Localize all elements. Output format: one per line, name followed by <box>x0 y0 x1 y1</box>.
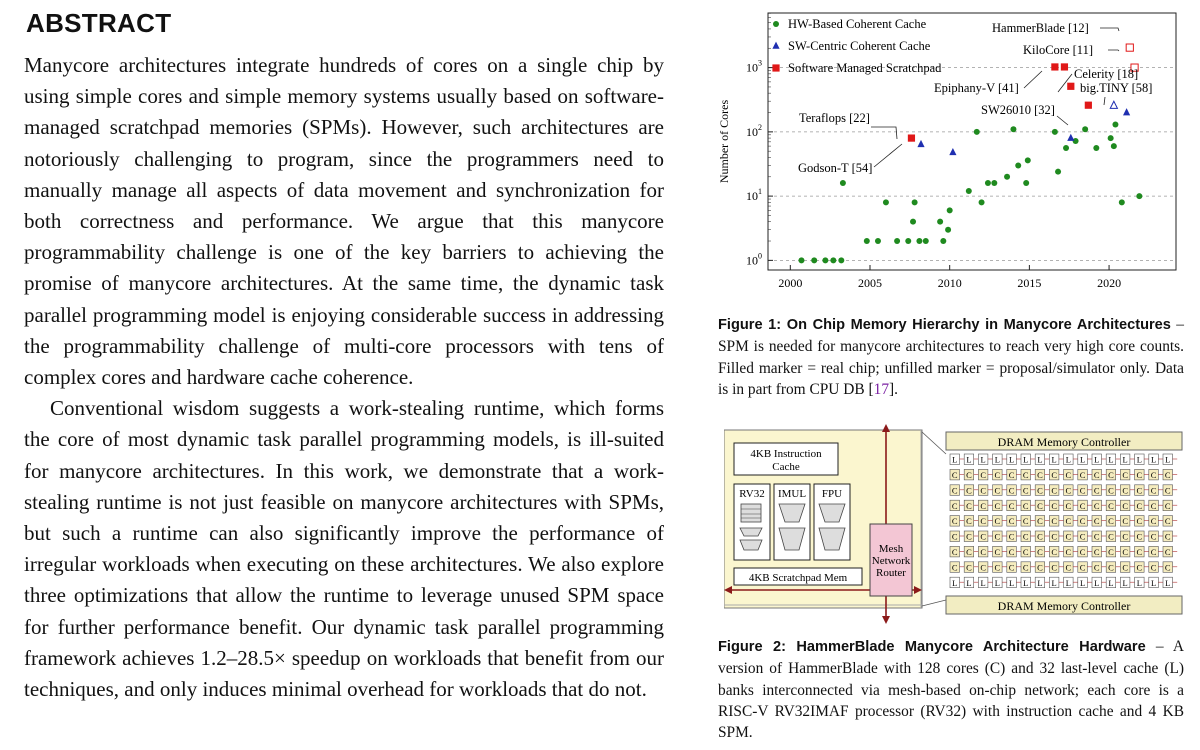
cache-bank-label: L <box>1023 454 1029 465</box>
core-label: C <box>1122 531 1128 542</box>
data-point <box>840 180 846 186</box>
legend-marker <box>772 42 779 49</box>
core-label: C <box>1037 516 1043 527</box>
core-label: C <box>1065 500 1072 511</box>
core-label: C <box>1051 485 1057 496</box>
core-label: C <box>980 562 986 573</box>
core-label: C <box>1108 470 1114 480</box>
figure-1-caption <box>718 314 1184 400</box>
data-point <box>985 180 991 186</box>
data-point <box>1126 44 1133 51</box>
cache-bank-label: L <box>1122 577 1128 588</box>
core-label: C <box>1164 531 1171 542</box>
data-point <box>1108 135 1114 141</box>
citation-link[interactable]: 17 <box>873 380 890 398</box>
data-point <box>940 238 946 244</box>
annotation-label: Teraflops [22] <box>799 111 870 125</box>
fpu-label: FPU <box>821 488 843 500</box>
core-label: C <box>1022 500 1029 511</box>
core-label: C <box>1164 562 1171 573</box>
core-label: C <box>994 516 1001 527</box>
core-label: C <box>1022 516 1029 527</box>
core-label: C <box>966 485 972 496</box>
data-point <box>966 188 972 194</box>
core-label: C <box>966 531 972 542</box>
annotation-leader-line <box>1024 71 1042 88</box>
data-point <box>979 199 985 205</box>
y-tick-label: $10^0$ <box>746 251 762 268</box>
cache-bank-label: L <box>1037 577 1043 588</box>
figure-2-caption-title: Figure 2: HammerBlade Manycore Architecture Hardware <box>718 639 1146 655</box>
core-label: C <box>1093 485 1100 496</box>
data-point <box>1010 126 1016 132</box>
cache-bank-label: L <box>1051 577 1057 588</box>
cache-bank-label: L <box>980 454 986 465</box>
arrow-head-down <box>882 616 890 624</box>
data-point <box>912 199 918 205</box>
core-label: C <box>1037 562 1043 573</box>
cache-bank-label: L <box>1051 454 1057 465</box>
zoom-line <box>922 432 946 454</box>
figure-2-caption <box>718 636 1184 743</box>
data-point <box>1073 138 1079 144</box>
data-point <box>1025 157 1031 163</box>
cache-bank-label: L <box>980 577 986 588</box>
core-label: C <box>1079 562 1086 573</box>
core-label: C <box>1051 562 1057 573</box>
core-label: C <box>1065 470 1072 480</box>
data-point <box>1061 63 1068 70</box>
data-point <box>1119 199 1125 205</box>
core-label: C <box>1008 531 1015 542</box>
core-label: C <box>1093 516 1100 527</box>
core-label: C <box>1079 516 1086 527</box>
core-label: C <box>1136 500 1143 511</box>
core-label: C <box>1108 547 1114 557</box>
cache-bank-label: L <box>952 577 958 588</box>
cache-bank-label: L <box>1037 454 1043 465</box>
cache-bank-label: L <box>1008 577 1015 588</box>
cache-bank-label: L <box>1165 577 1171 588</box>
cache-bank-label: L <box>1079 454 1086 465</box>
core-label: C <box>1108 500 1114 511</box>
core-label: C <box>1037 485 1043 496</box>
data-point <box>1063 145 1069 151</box>
annotation-label: big.TINY [58] <box>1080 81 1153 95</box>
data-point <box>875 238 881 244</box>
core-label: C <box>994 531 1001 542</box>
data-point <box>949 148 956 155</box>
core-label: C <box>1122 485 1128 496</box>
data-point <box>1067 83 1074 90</box>
core-label: C <box>1008 470 1015 480</box>
core-label: C <box>1136 485 1143 496</box>
core-label: C <box>1136 531 1143 542</box>
core-label: C <box>1150 562 1157 573</box>
x-tick-label: 2005 <box>858 276 882 290</box>
data-point <box>905 238 911 244</box>
core-label: C <box>1065 516 1072 527</box>
data-point <box>1023 180 1029 186</box>
data-point <box>910 219 916 225</box>
alu-icon <box>740 540 762 550</box>
core-label: C <box>1051 500 1057 511</box>
core-label: C <box>1093 547 1100 557</box>
data-point <box>908 134 915 141</box>
cache-bank-label: L <box>1065 454 1071 465</box>
cache-bank-label: L <box>1094 454 1100 465</box>
core-label: C <box>1065 547 1072 557</box>
cache-bank-label: L <box>1108 577 1114 588</box>
core-label: C <box>1022 562 1029 573</box>
rv32-label: RV32 <box>739 488 765 500</box>
legend-label: SW-Centric Coherent Cache <box>788 39 931 53</box>
data-point <box>822 257 828 263</box>
core-label: C <box>980 470 986 480</box>
data-point <box>1136 193 1142 199</box>
core-label: C <box>1037 547 1043 557</box>
annotation-leader-line <box>1100 28 1119 31</box>
core-label: C <box>1150 470 1157 480</box>
core-label: C <box>1065 485 1072 496</box>
cache-bank-label: L <box>966 454 972 465</box>
core-label: C <box>994 485 1001 496</box>
data-point <box>811 257 817 263</box>
core-label: C <box>1136 562 1143 573</box>
annotation-leader-line <box>1104 97 1105 105</box>
data-point <box>1015 162 1021 168</box>
core-label: C <box>951 562 958 573</box>
abstract-heading: ABSTRACT <box>26 8 172 38</box>
data-point <box>894 238 900 244</box>
core-label: C <box>1008 516 1015 527</box>
core-label: C <box>1065 531 1072 542</box>
cache-bank-label: L <box>1079 577 1086 588</box>
cache-bank-label: L <box>1023 577 1029 588</box>
abstract-paragraph-2: Conventional wisdom suggests a work-stealing runtime, which forms the core of most dynamic task parallel programming models, is ill-suited for manycore architectures. In this work, we demonstrate that a work-stealing runtime is not just feasible on manycore architectures with SPMs, but such a runtime can also significantly improve the performance of irregular workloads when executing on these architectures. We also explore three optimizations that allow the runtime to leverage unused SPM space for further performance benefit. Our dynamic task parallel programming framework achieves 1.2–28.5× speedup on workloads that benefit from our techniques, and only induces minimal overhead for workloads that do not. <box>24 396 664 702</box>
y-tick-label: $10^3$ <box>746 58 762 75</box>
x-tick-label: 2000 <box>778 276 803 290</box>
legend-marker <box>772 64 779 71</box>
cache-bank-label: L <box>966 577 972 588</box>
core-label: C <box>966 547 972 557</box>
core-label: C <box>1150 500 1157 511</box>
core-label: C <box>1093 562 1100 573</box>
cache-bank-label: L <box>1122 454 1128 465</box>
cache-bank-label: L <box>1065 577 1071 588</box>
core-label: C <box>1150 531 1157 542</box>
core-label: C <box>994 547 1001 557</box>
core-label: C <box>1051 547 1057 557</box>
annotation-label: Godson-T [54] <box>798 161 873 175</box>
core-label: C <box>951 531 958 542</box>
core-label: C <box>1122 516 1128 527</box>
figure-1-caption-text: – SPM is needed for manycore architectures to reach very high core counts. Filled marker = real chip; unfilled marker = proposal/simulator only. Data is in part from CPU DB [ <box>718 316 1184 398</box>
data-point <box>947 207 953 213</box>
core-label: C <box>951 470 958 480</box>
core-label: C <box>1108 562 1114 573</box>
cache-bank-label: L <box>1150 454 1157 465</box>
cache-bank-label: L <box>1008 454 1015 465</box>
annotation-label: Celerity [18] <box>1074 67 1139 81</box>
core-label: C <box>1051 516 1057 527</box>
core-label: C <box>1079 531 1086 542</box>
core-label: C <box>966 562 972 573</box>
core-label: C <box>966 470 972 480</box>
core-label: C <box>1150 547 1157 557</box>
core-label: C <box>994 562 1001 573</box>
router-label-1: Mesh <box>878 543 904 555</box>
data-point <box>1055 169 1061 175</box>
data-point <box>923 238 929 244</box>
cache-bank-label: L <box>952 454 958 465</box>
core-label: C <box>1008 485 1015 496</box>
alu-icon <box>740 528 762 536</box>
scratchpad-label: 4KB Scratchpad Mem <box>748 572 848 584</box>
core-label: C <box>980 485 986 496</box>
router-label-3: Router <box>876 567 906 579</box>
core-label: C <box>980 516 986 527</box>
figure-2-caption-text: – A version of HammerBlade with 128 cores (C) and 32 last-level cache (L) banks interconnected via mesh-based on-chip network; each core is a RISC-V RV32IMAF processor (RV32) with instruction cache and 4 KB SPM. <box>718 638 1184 742</box>
core-label: C <box>1093 500 1100 511</box>
core-label: C <box>980 531 986 542</box>
zoom-line <box>922 600 946 606</box>
annotation-label: Epiphany-V [41] <box>934 81 1019 95</box>
data-point <box>1111 143 1117 149</box>
core-label: C <box>1164 500 1171 511</box>
core-label: C <box>1164 485 1171 496</box>
data-point <box>945 227 951 233</box>
core-label: C <box>1093 531 1100 542</box>
data-point <box>1052 129 1058 135</box>
router-label-2: Network <box>871 555 911 567</box>
data-point <box>1082 126 1088 132</box>
core-label: C <box>951 516 958 527</box>
cache-bank-label: L <box>1136 577 1142 588</box>
cache-bank-label: L <box>1094 577 1100 588</box>
data-point <box>991 180 997 186</box>
figure-2-diagram <box>724 424 1184 624</box>
core-label: C <box>980 547 986 557</box>
instruction-cache-label-2: Cache <box>772 461 800 473</box>
data-point <box>1051 63 1058 70</box>
core-label: C <box>1008 547 1015 557</box>
core-label: C <box>1122 470 1128 480</box>
cache-bank-label: L <box>1136 454 1142 465</box>
abstract-section <box>24 6 664 705</box>
core-label: C <box>1108 516 1114 527</box>
x-tick-label: 2010 <box>937 276 962 290</box>
y-tick-label: $10^2$ <box>746 122 762 139</box>
core-label: C <box>1122 547 1128 557</box>
data-point <box>1067 134 1074 141</box>
annotation-label: HammerBlade [12] <box>992 21 1089 35</box>
annotation-leader-line <box>1108 50 1119 51</box>
data-point <box>838 257 844 263</box>
x-tick-label: 2020 <box>1097 276 1122 290</box>
figure-1-chart <box>706 8 1186 308</box>
data-point <box>830 257 836 263</box>
data-point <box>1004 174 1010 180</box>
core-label: C <box>1022 547 1029 557</box>
annotation-label: SW26010 [32] <box>981 103 1055 117</box>
legend-label: HW-Based Coherent Cache <box>788 17 927 31</box>
data-point <box>1093 145 1099 151</box>
annotation-leader-line <box>1057 116 1068 125</box>
data-point <box>937 219 943 225</box>
core-label: C <box>1150 516 1157 527</box>
core-label: C <box>1079 500 1086 511</box>
register-file-icon <box>741 504 761 522</box>
core-label: C <box>1122 500 1128 511</box>
core-label: C <box>1079 547 1086 557</box>
dram-controller-bottom-label: DRAM Memory Controller <box>997 599 1131 613</box>
data-point <box>883 199 889 205</box>
y-axis-label: Number of Cores <box>717 99 731 184</box>
core-label: C <box>1136 470 1143 480</box>
core-label: C <box>966 516 972 527</box>
core-label: C <box>1079 470 1086 480</box>
core-label: C <box>1065 562 1072 573</box>
core-label: C <box>1164 516 1171 527</box>
abstract-paragraph-1: Manycore architectures integrate hundreds of cores on a single chip by using simple cores and simple memory systems usually based on software-managed scratchpad memories (SPMs). However, such architectures are notoriously challenging to program, since the programmers need to manually manage all aspects of data movement and synchronization for both correctness and performance. We argue that this manycore programmability challenge is one of the key barriers to achieving the promise of manycore architectures. At the same time, the dynamic task parallel programming model is enjoying considerable success in addressing the programmability challenge of multi-core processors with tens of complex cores and hardware cache coherence. <box>24 53 664 390</box>
data-point <box>1123 108 1130 115</box>
data-point <box>1112 122 1118 128</box>
annotation-leader-line <box>871 127 897 139</box>
annotation-leader-line <box>874 144 902 167</box>
instruction-cache-label-1: 4KB Instruction <box>750 448 822 460</box>
annotation-label: KiloCore [11] <box>1023 43 1094 57</box>
core-label: C <box>994 500 1001 511</box>
arrow-head-up <box>882 424 890 432</box>
core-label: C <box>1037 500 1043 511</box>
core-label: C <box>1093 470 1100 480</box>
legend-label: Software Managed Scratchpad <box>788 61 942 75</box>
data-point <box>798 257 804 263</box>
core-label: C <box>1136 547 1143 557</box>
cache-bank-label: L <box>994 577 1000 588</box>
core-label: C <box>1022 531 1029 542</box>
cache-bank-label: L <box>994 454 1000 465</box>
core-label: C <box>1037 470 1043 480</box>
legend-marker <box>773 21 779 27</box>
cache-bank-label: L <box>1150 577 1157 588</box>
core-label: C <box>966 500 972 511</box>
core-label: C <box>1051 470 1057 480</box>
data-point <box>917 140 924 147</box>
core-label: C <box>1164 470 1171 480</box>
core-mesh-grid <box>950 454 1177 588</box>
core-label: C <box>1079 485 1086 496</box>
core-label: C <box>1108 531 1114 542</box>
cache-bank-label: L <box>1108 454 1114 465</box>
x-tick-label: 2015 <box>1017 276 1042 290</box>
data-point <box>1085 102 1092 109</box>
core-label: C <box>1022 470 1029 480</box>
core-label: C <box>1037 531 1043 542</box>
cache-bank-label: L <box>1165 454 1171 465</box>
imul-label: IMUL <box>777 488 807 500</box>
core-label: C <box>951 547 958 557</box>
dram-controller-top-label: DRAM Memory Controller <box>997 435 1131 449</box>
core-label: C <box>1022 485 1029 496</box>
core-label: C <box>951 485 958 496</box>
figure-1-caption-title: Figure 1: On Chip Memory Hierarchy in Manycore Architectures <box>718 317 1171 333</box>
core-label: C <box>1150 485 1157 496</box>
core-label: C <box>1108 485 1114 496</box>
data-point <box>1110 101 1117 108</box>
core-label: C <box>1008 562 1015 573</box>
core-label: C <box>980 500 986 511</box>
core-label: C <box>1008 500 1015 511</box>
core-label: C <box>951 500 958 511</box>
y-tick-label: $10^1$ <box>746 187 762 204</box>
core-label: C <box>1122 562 1128 573</box>
data-point <box>974 129 980 135</box>
data-point <box>864 238 870 244</box>
core-label: C <box>1164 547 1171 557</box>
core-label: C <box>1051 531 1057 542</box>
figure-1-caption-end: ]. <box>889 380 898 398</box>
data-point <box>916 238 922 244</box>
core-label: C <box>994 470 1001 480</box>
core-label: C <box>1136 516 1143 527</box>
